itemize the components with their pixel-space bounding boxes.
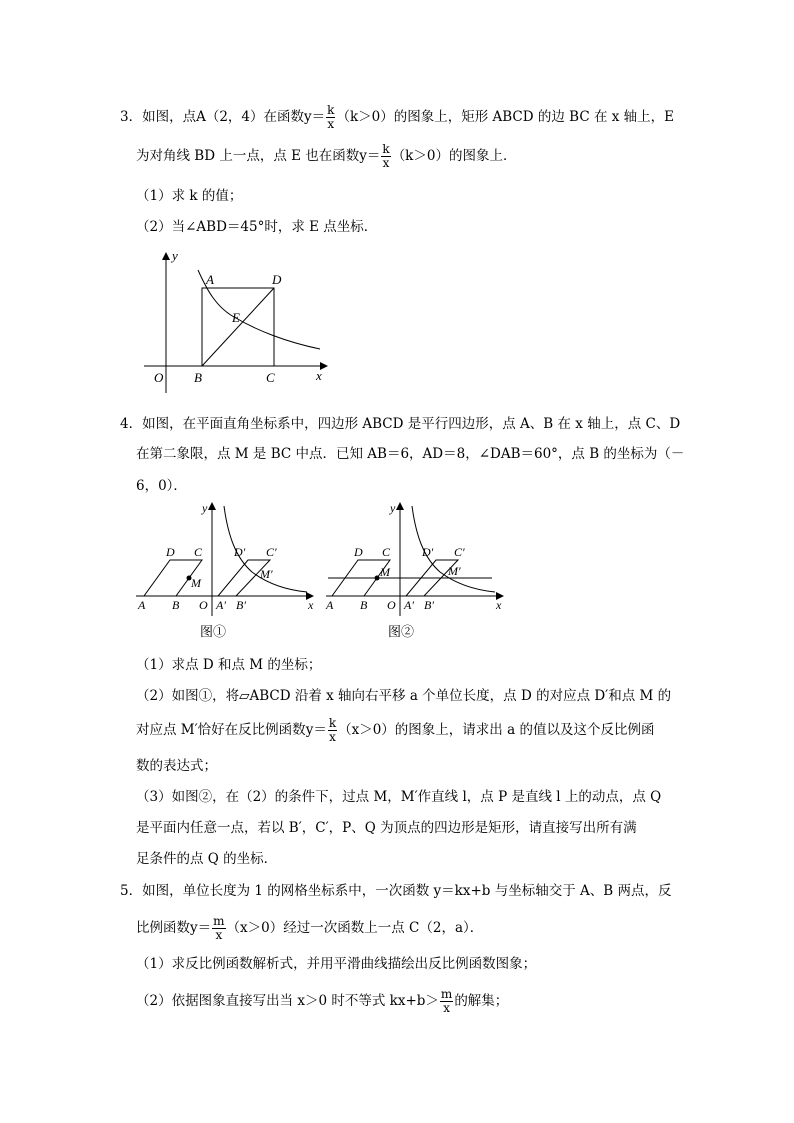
- q3-label-e: E: [232, 310, 240, 325]
- q4-line-1: 4．如图，在平面直角坐标系中，四边形 ABCD 是平行四边形，点 A、B 在 x 轴上，点 C、D: [120, 416, 681, 432]
- q4f2-label-o: O: [387, 598, 396, 612]
- q4f1-label-d2: D′: [234, 545, 246, 559]
- q3-fraction-2: $\frac{k}{x}$: [382, 142, 390, 170]
- q4-sub-3-line-2: 是平面内任意一点，若以 B′，C′，P、Q 为顶点的四边形是矩形，请直接写出所有满: [136, 820, 637, 836]
- q3-y-eq: y＝: [304, 109, 326, 125]
- q4-line-3: 6，0）．: [136, 478, 187, 494]
- q4-line-2: 在第二象限，点 M 是 BC 中点．已知 AB＝6，AD＝8，∠DAB＝60°，点 B 的坐标为（－: [136, 446, 685, 462]
- q4f2-label-c: C: [382, 545, 391, 559]
- q3-point-a: A（2，4）在函数: [196, 109, 305, 125]
- q5-cond: （x＞0）经过一次函数上一点 C（2，a）．: [226, 920, 484, 936]
- q4-sub2-fraction: $\frac{k}{x}$: [328, 716, 337, 744]
- q4f1-label-b2: B′: [236, 598, 246, 612]
- q4-sub-1: （1）求点 D 和点 M 的坐标；: [136, 657, 322, 673]
- q5-line-1: 5．如图，单位长度为 1 的网格坐标系中，一次函数 y＝kx+b 与坐标轴交于 A、B 两点，反: [120, 883, 672, 899]
- q4f2-label-b2: B′: [424, 598, 434, 612]
- q3-fraction-1: $\frac{k}{x}$: [327, 103, 335, 131]
- q5-sub2-fraction: $\frac{m}{x}$: [440, 987, 453, 1015]
- q5-sub-1: （1）求反比例函数解析式，并用平滑曲线描绘出反比例函数图象；: [136, 956, 537, 972]
- q4f1-label-c2: C′: [266, 545, 277, 559]
- q3-label-d: D: [272, 272, 282, 287]
- q3-cond: （k＞0）的图象上，矩形 ABCD 的边 BC 在 x 轴上，E: [336, 109, 675, 125]
- q5-line-2: [136, 915, 483, 942]
- q4f2-label-a: A: [326, 598, 334, 612]
- q3-label-a: A: [206, 272, 214, 287]
- q4f1-label-m: M: [191, 576, 201, 590]
- q4f1-label-y: y: [202, 501, 208, 515]
- q3-cond-2: （k＞0）的图象上．: [391, 148, 517, 164]
- q4f1-label-o: O: [199, 598, 208, 612]
- q3-sub-1: （1）求 k 的值；: [136, 188, 243, 204]
- q4f1-label-b: B: [172, 598, 180, 612]
- q4f2-label-d2: D′: [422, 545, 434, 559]
- q5-sub2-text: （2）依据图象直接写出当 x＞0 时不等式 kx+b＞: [136, 993, 439, 1009]
- q3-label-o: O: [154, 370, 164, 385]
- q3-label-x: x: [316, 368, 322, 383]
- q4f1-label-a2: A′: [216, 598, 226, 612]
- q5-sub-2: [136, 988, 508, 1015]
- q3-figure: [136, 248, 336, 398]
- q4f1-label-x: x: [308, 598, 314, 612]
- q3-sub-2: （2）当∠ABD＝45°时，求 E 点坐标．: [136, 219, 378, 235]
- q3-text: 3．如图，点: [120, 109, 197, 125]
- q4f2-label-m2: M′: [448, 564, 461, 578]
- q4f2-label-b: B: [360, 598, 368, 612]
- q5-fraction: $\frac{m}{x}$: [213, 914, 225, 942]
- q4f2-label-m: M: [380, 565, 390, 579]
- q4-sub-2-line-2: [136, 717, 654, 744]
- q3-label-b: B: [194, 370, 202, 385]
- q3-line-1: [120, 104, 674, 131]
- q4f2-caption: 图②: [388, 624, 415, 639]
- q4f2-label-y: y: [390, 501, 396, 515]
- q3-label-c: C: [266, 370, 275, 385]
- q4f1-caption: 图①: [200, 624, 227, 639]
- q4-sub2-cond: （x＞0）的图象上，请求出 a 的值以及这个反比例函: [338, 722, 655, 738]
- q4-sub-2-line-3: 数的表达式；: [136, 758, 217, 774]
- q4f1-label-m2: M′: [260, 567, 273, 581]
- q4-sub-2-line-1: （2）如图①，将▱ABCD 沿着 x 轴向右平移 a 个单位长度，点 D 的对应点 D′和点 M 的: [136, 688, 672, 704]
- q3-text-2: 为对角线 BD 上一点，点 E 也在函数: [136, 148, 360, 164]
- q4f2-label-a2: A′: [404, 598, 414, 612]
- q4f1-label-d: D: [166, 545, 175, 559]
- q5-text: 比例函数: [136, 920, 190, 936]
- q4f2-label-c2: C′: [454, 545, 465, 559]
- q4f2-label-x: x: [496, 598, 502, 612]
- q4f1-label-a: A: [138, 598, 146, 612]
- q5-sub2-end: 的解集；: [454, 993, 509, 1009]
- q5-y: y＝: [190, 920, 212, 936]
- q3-diagonal-bd: [202, 288, 274, 366]
- q3-label-y: y: [172, 248, 178, 263]
- q4-sub2-y: y＝: [305, 722, 327, 738]
- q4-sub-3-line-1: （3）如图②，在（2）的条件下，过点 M，M′作直线 l，点 P 是直线 l 上的动点，点 Q: [136, 789, 662, 805]
- q4-figure-2: [322, 496, 512, 646]
- q4-sub2-text: 对应点 M′恰好在反比例函数: [136, 722, 306, 738]
- q4f2-label-d: D: [354, 545, 363, 559]
- q3-hyperbola: [198, 270, 320, 349]
- q4-sub-3-line-3: 足条件的点 Q 的坐标．: [136, 851, 278, 867]
- q4-figure-1: [132, 496, 322, 646]
- q3-y-eq-2: y＝: [359, 148, 381, 164]
- q4f1-label-c: C: [194, 545, 203, 559]
- q3-line-2: [136, 143, 516, 170]
- q4f2-point-m: [375, 576, 380, 581]
